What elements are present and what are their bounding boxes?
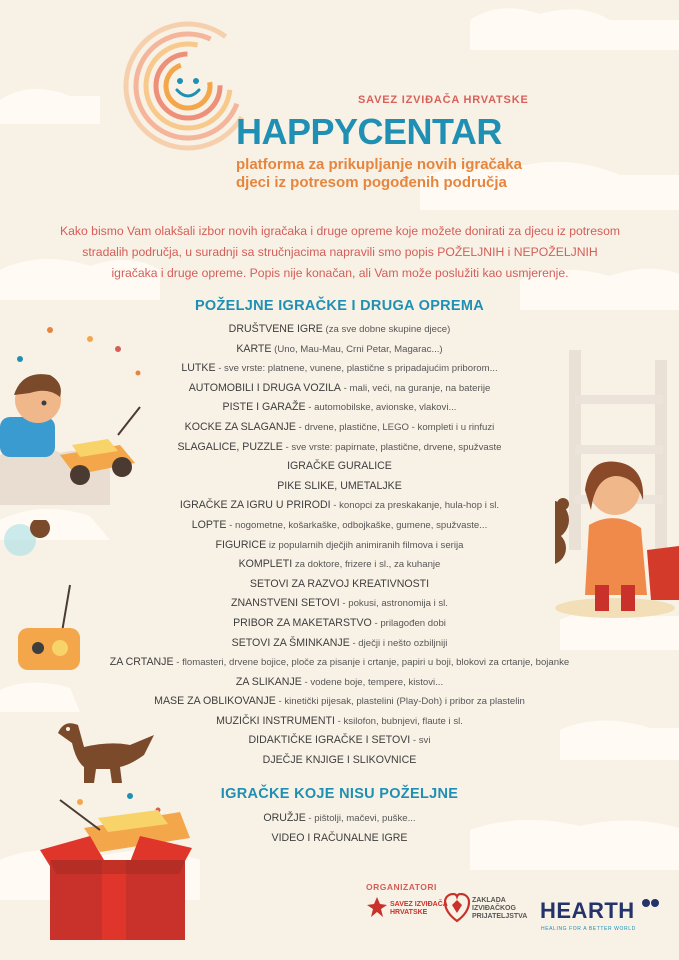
desirable-item-label: SETOVI ZA ŠMINKANJE	[231, 636, 350, 649]
desirable-item-detail: - svi	[410, 735, 431, 747]
desirable-item-detail: - prilagođen dobi	[371, 617, 446, 629]
gift-box-illustration	[30, 790, 200, 940]
desirable-list-item	[0, 653, 679, 673]
savez-izvidjaca-logo	[365, 895, 448, 924]
desirable-item-label: PRIBOR ZA MAKETARSTVO	[233, 616, 372, 629]
desirable-list-item	[0, 692, 679, 712]
desirable-list-item	[0, 673, 679, 693]
desirable-item-detail: - pokusi, astronomija i sl.	[339, 598, 448, 610]
desirable-item-label: MUZIČKI INSTRUMENTI	[216, 714, 335, 727]
remote-control-illustration	[0, 520, 100, 680]
undesirable-item-label: VIDEO I RAČUNALNE IGRE	[271, 831, 408, 844]
desirable-item-label: SETOVI ZA RAZVOJ KREATIVNOSTI	[249, 577, 430, 590]
desirable-item-label: PISTE I GARAŽE	[222, 401, 306, 414]
desirable-item-label: LOPTE	[191, 518, 227, 531]
organization-name: SAVEZ IZVIĐAČA HRVATSKE	[358, 94, 529, 106]
desirable-item-label: KOMPLETI	[238, 558, 293, 571]
desirable-item-detail: - automobilske, avionske, vlakovi...	[305, 402, 457, 414]
desirable-item-detail: - sve vrste: platnene, vunene, plastične s pripadajućim priborom...	[215, 363, 498, 375]
zaklada-logo	[444, 893, 528, 928]
desirable-item-label: FIGURICE	[215, 538, 267, 551]
desirable-item-detail: - nogometne, košarkaške, odbojkaške, gumene, spužvaste...	[226, 519, 488, 531]
desirable-item-label: IGRAČKE ZA IGRU U PRIRODI	[179, 499, 331, 512]
desirable-item-detail: - mali, veći, na guranje, na baterije	[340, 382, 491, 394]
desirable-item-detail: - konopci za preskakanje, hula-hop i sl.	[330, 500, 500, 512]
desirable-item-detail: (za sve dobne skupine djece)	[322, 324, 451, 335]
boy-with-rc-car-illustration	[0, 325, 150, 505]
desirable-item-label: IGRAČKE GURALICE	[287, 460, 392, 473]
desirable-item-detail: - vodene boje, tempere, kistovi...	[301, 676, 444, 688]
desirable-item-label: ZNANSTVENI SETOVI	[231, 597, 340, 610]
tagline-line-1: platforma za prikupljanje novih igračaka	[236, 156, 522, 173]
intro-line-1: Kako bismo Vam olakšali izbor novih igračaka i druge opreme koje možete donirati za djecu iz potresom	[60, 224, 620, 238]
desirable-item-label: MASE ZA OBLIKOVANJE	[154, 695, 276, 708]
hearth-subtitle: HEALING FOR A BETTER WORLD	[541, 926, 636, 932]
brand-title: HAPPYCENTAR	[236, 111, 502, 152]
hearth-dots-icon	[641, 898, 661, 910]
hearth-logo-text: HEARTH	[540, 898, 635, 923]
desirable-item-label: ZA SLIKANJE	[235, 675, 302, 688]
desirable-item-label: PIKE SLIKE, UMETALJKE	[277, 479, 402, 492]
organizers-label: ORGANIZATORI	[366, 882, 437, 892]
desirable-item-label: DJEČJE KNJIGE I SLIKOVNICE	[262, 754, 417, 767]
intro-line-3: igračaka i druge opreme. Popis nije konačan, ali Vam može poslužiti kao usmjerenje.	[111, 266, 569, 280]
hearth-logo	[540, 898, 661, 924]
desirable-item-label: AUTOMOBILI I DRUGA VOZILA	[188, 381, 341, 394]
desirable-item-label: DRUŠTVENE IGRE	[228, 323, 323, 335]
savez-logo-text: SAVEZ IZVIĐAČA HRVATSKE	[390, 901, 448, 916]
intro-line-2: stradalih područja, u suradnji sa stručnjacima napravili smo popis POŽELJNIH i NEPOŽELJNIH	[82, 245, 598, 259]
desirable-item-detail: iz popularnih dječjih animiranih filmova i serija	[266, 539, 464, 551]
undesirable-section-title: IGRAČKE KOJE NISU POŽELJNE	[220, 786, 459, 802]
intro-paragraph	[55, 221, 625, 284]
desirable-item-detail: - drvene, plastične, LEGO - kompleti i u rinfuzi	[295, 421, 495, 433]
zaklada-logo-text: ZAKLADA IZVIĐAČKOG PRIJATELJSTVA	[472, 897, 528, 920]
desirable-item-detail: za doktore, frizere i sl., za kuhanje	[292, 559, 441, 571]
toy-dinosaur-illustration	[50, 715, 160, 785]
fleur-de-lis-icon	[365, 895, 389, 919]
desirable-item-label: DIDAKTIČKE IGRAČKE I SETOVI	[248, 734, 411, 747]
desirable-item-detail: - sve vrste: papirnate, plastične, drvene, spužvaste	[282, 441, 502, 453]
desirable-item-detail: - ksilofon, bubnjevi, flaute i sl.	[334, 715, 463, 727]
desirable-item-label: KARTE	[236, 342, 272, 355]
desirable-list-item	[0, 634, 679, 654]
desirable-item-label: LUTKE	[181, 362, 216, 375]
undesirable-item-label: ORUŽJE	[263, 812, 306, 824]
tagline-line-2: djeci iz potresom pogođenih područja	[236, 174, 507, 191]
desirable-item-detail: (Uno, Mau-Mau, Crni Petar, Magarac...)	[271, 343, 443, 355]
desirable-item-label: ZA CRTANJE	[109, 656, 174, 669]
desirable-item-detail: - dječji i nešto ozbiljniji	[349, 637, 448, 649]
desirable-item-detail: - kinetički pijesak, plastelini (Play-Doh) i pribor za plastelin	[275, 696, 525, 708]
desirable-item-detail: - flomasteri, drvene bojice, ploče za pisanje i crtanje, papiri u boji, blokovi za crtanje, bojanke	[173, 657, 570, 669]
desirable-item-label: KOCKE ZA SLAGANJE	[184, 420, 296, 433]
desirable-item-label: SLAGALICE, PUZZLE	[177, 440, 283, 453]
desirable-section-title: POŽELJNE IGRAČKE I DRUGA OPREMA	[194, 298, 485, 314]
tagline	[236, 156, 616, 192]
girl-with-teddy-bear-illustration	[555, 350, 679, 620]
heart-badge-icon	[444, 893, 470, 923]
undesirable-item-detail: - pištolji, mačevi, puške...	[305, 813, 416, 824]
